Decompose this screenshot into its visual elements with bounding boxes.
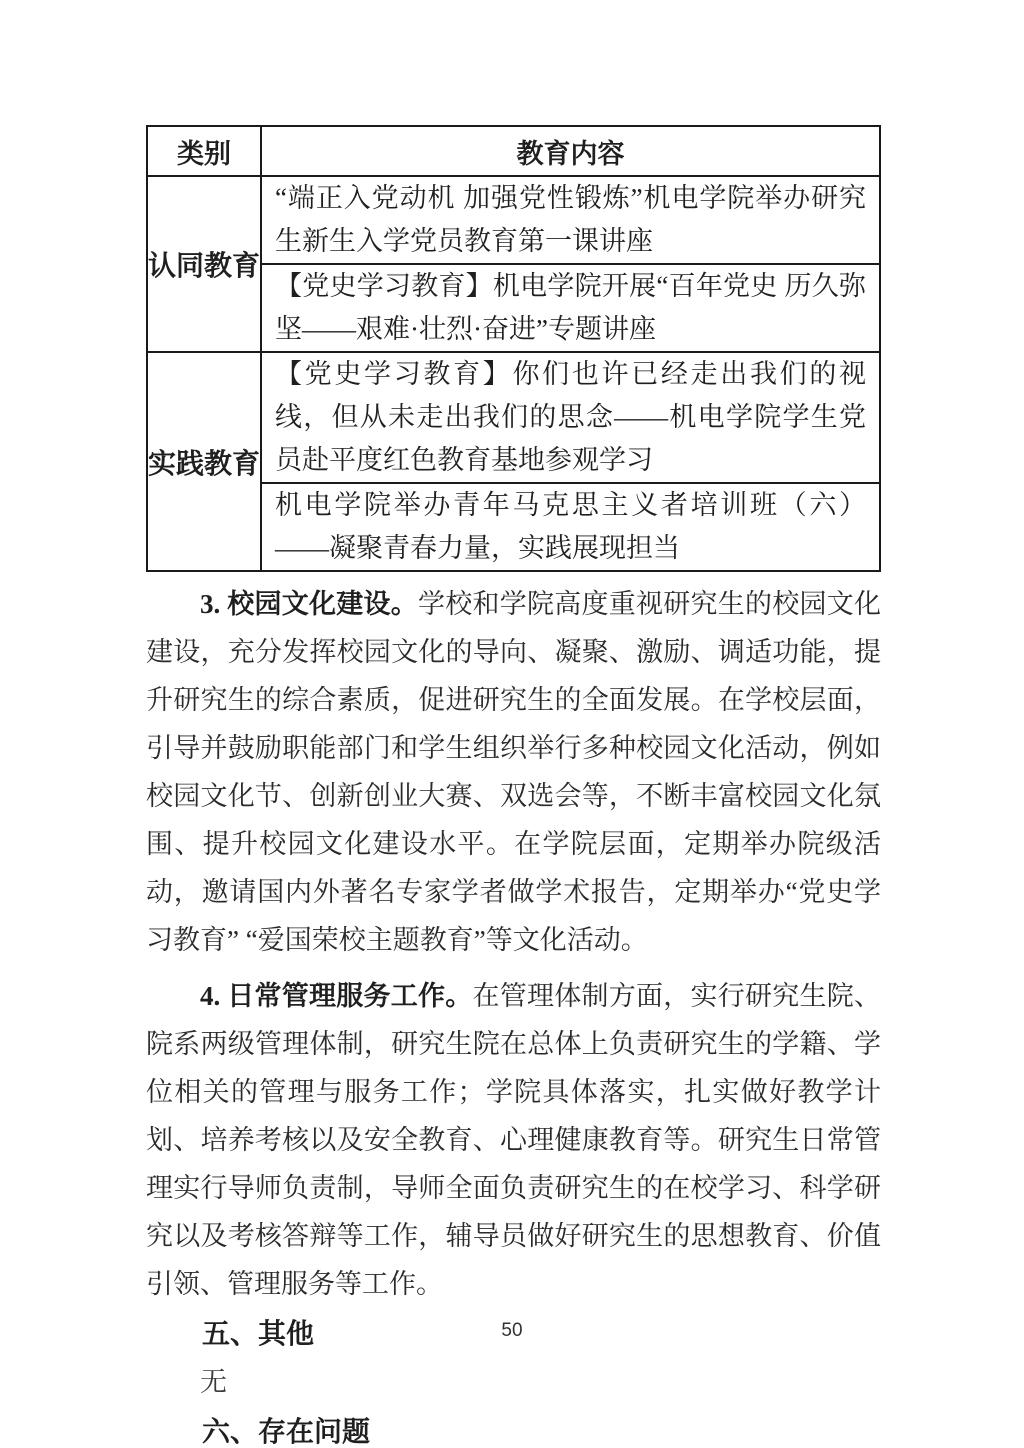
table-header-row [147,126,880,176]
paragraph-campus-culture [146,580,881,964]
table-row [147,352,880,483]
table-row [147,176,880,264]
table-header [147,126,880,176]
content-cell: 机电学院举办青年马克思主义者培训班（六）——凝聚青春力量，实践展现担当 [261,483,880,571]
category-cell-practice-education: 实践教育 [147,352,261,571]
content-area [146,125,881,1448]
table-header-category: 类别 [147,126,261,176]
category-cell-identity-education: 认同教育 [147,176,261,352]
education-content-table [146,125,881,572]
table-body [147,176,880,571]
content-cell: “端正入党动机 加强党性锻炼”机电学院举办研究生新生入学党员教育第一课讲座 [261,176,880,264]
content-cell: 【党史学习教育】你们也许已经走出我们的视线，但从未走出我们的思念——机电学院学生党员赴平度红色教育基地参观学习 [261,352,880,483]
section-heading-problems: 六、存在问题 [202,1416,371,1447]
paragraph-body: 学校和学院高度重视研究生的校园文化建设，充分发挥校园文化的导向、凝聚、激励、调适功能，提升研究生的综合素质，促进研究生的全面发展。在学校层面，引导并鼓励职能部门和学生组织举行多种校园文化活动，例如校园文化节、创新创业大赛、双选会等，不断丰富校园文化氛围、提升校园文化建设水平。在学院层面，定期举办院级活动，邀请国内外著名专家学者做学术报告，定期举办“党史学习教育” “爱国荣校主题教育”等文化活动。 [146,589,881,955]
paragraph-daily-management [146,972,881,1308]
section-heading-other: 五、其他 [202,1318,315,1349]
table-header-content: 教育内容 [261,126,880,176]
page-number: 50 [501,1320,523,1341]
paragraph-lead: 3. 校园文化建设。 [200,589,418,619]
section-content-none: 无 [200,1367,227,1397]
paragraph-body: 在管理体制方面，实行研究生院、院系两级管理体制，研究生院在总体上负责研究生的学籍、学位相关的管理与服务工作；学院具体落实，扎实做好教学计划、培养考核以及安全教育、心理健康教育等。研究生日常管理实行导师负责制，导师全面负责研究生的在校学习、科学研究以及考核答辩等工作，辅导员做好研究生的思想教育、价值引领、管理服务等工作。 [146,981,881,1299]
paragraph-lead: 4. 日常管理服务工作。 [200,981,473,1011]
content-cell: 【党史学习教育】机电学院开展“百年党史 历久弥坚——艰难·壮烈·奋进”专题讲座 [261,264,880,352]
